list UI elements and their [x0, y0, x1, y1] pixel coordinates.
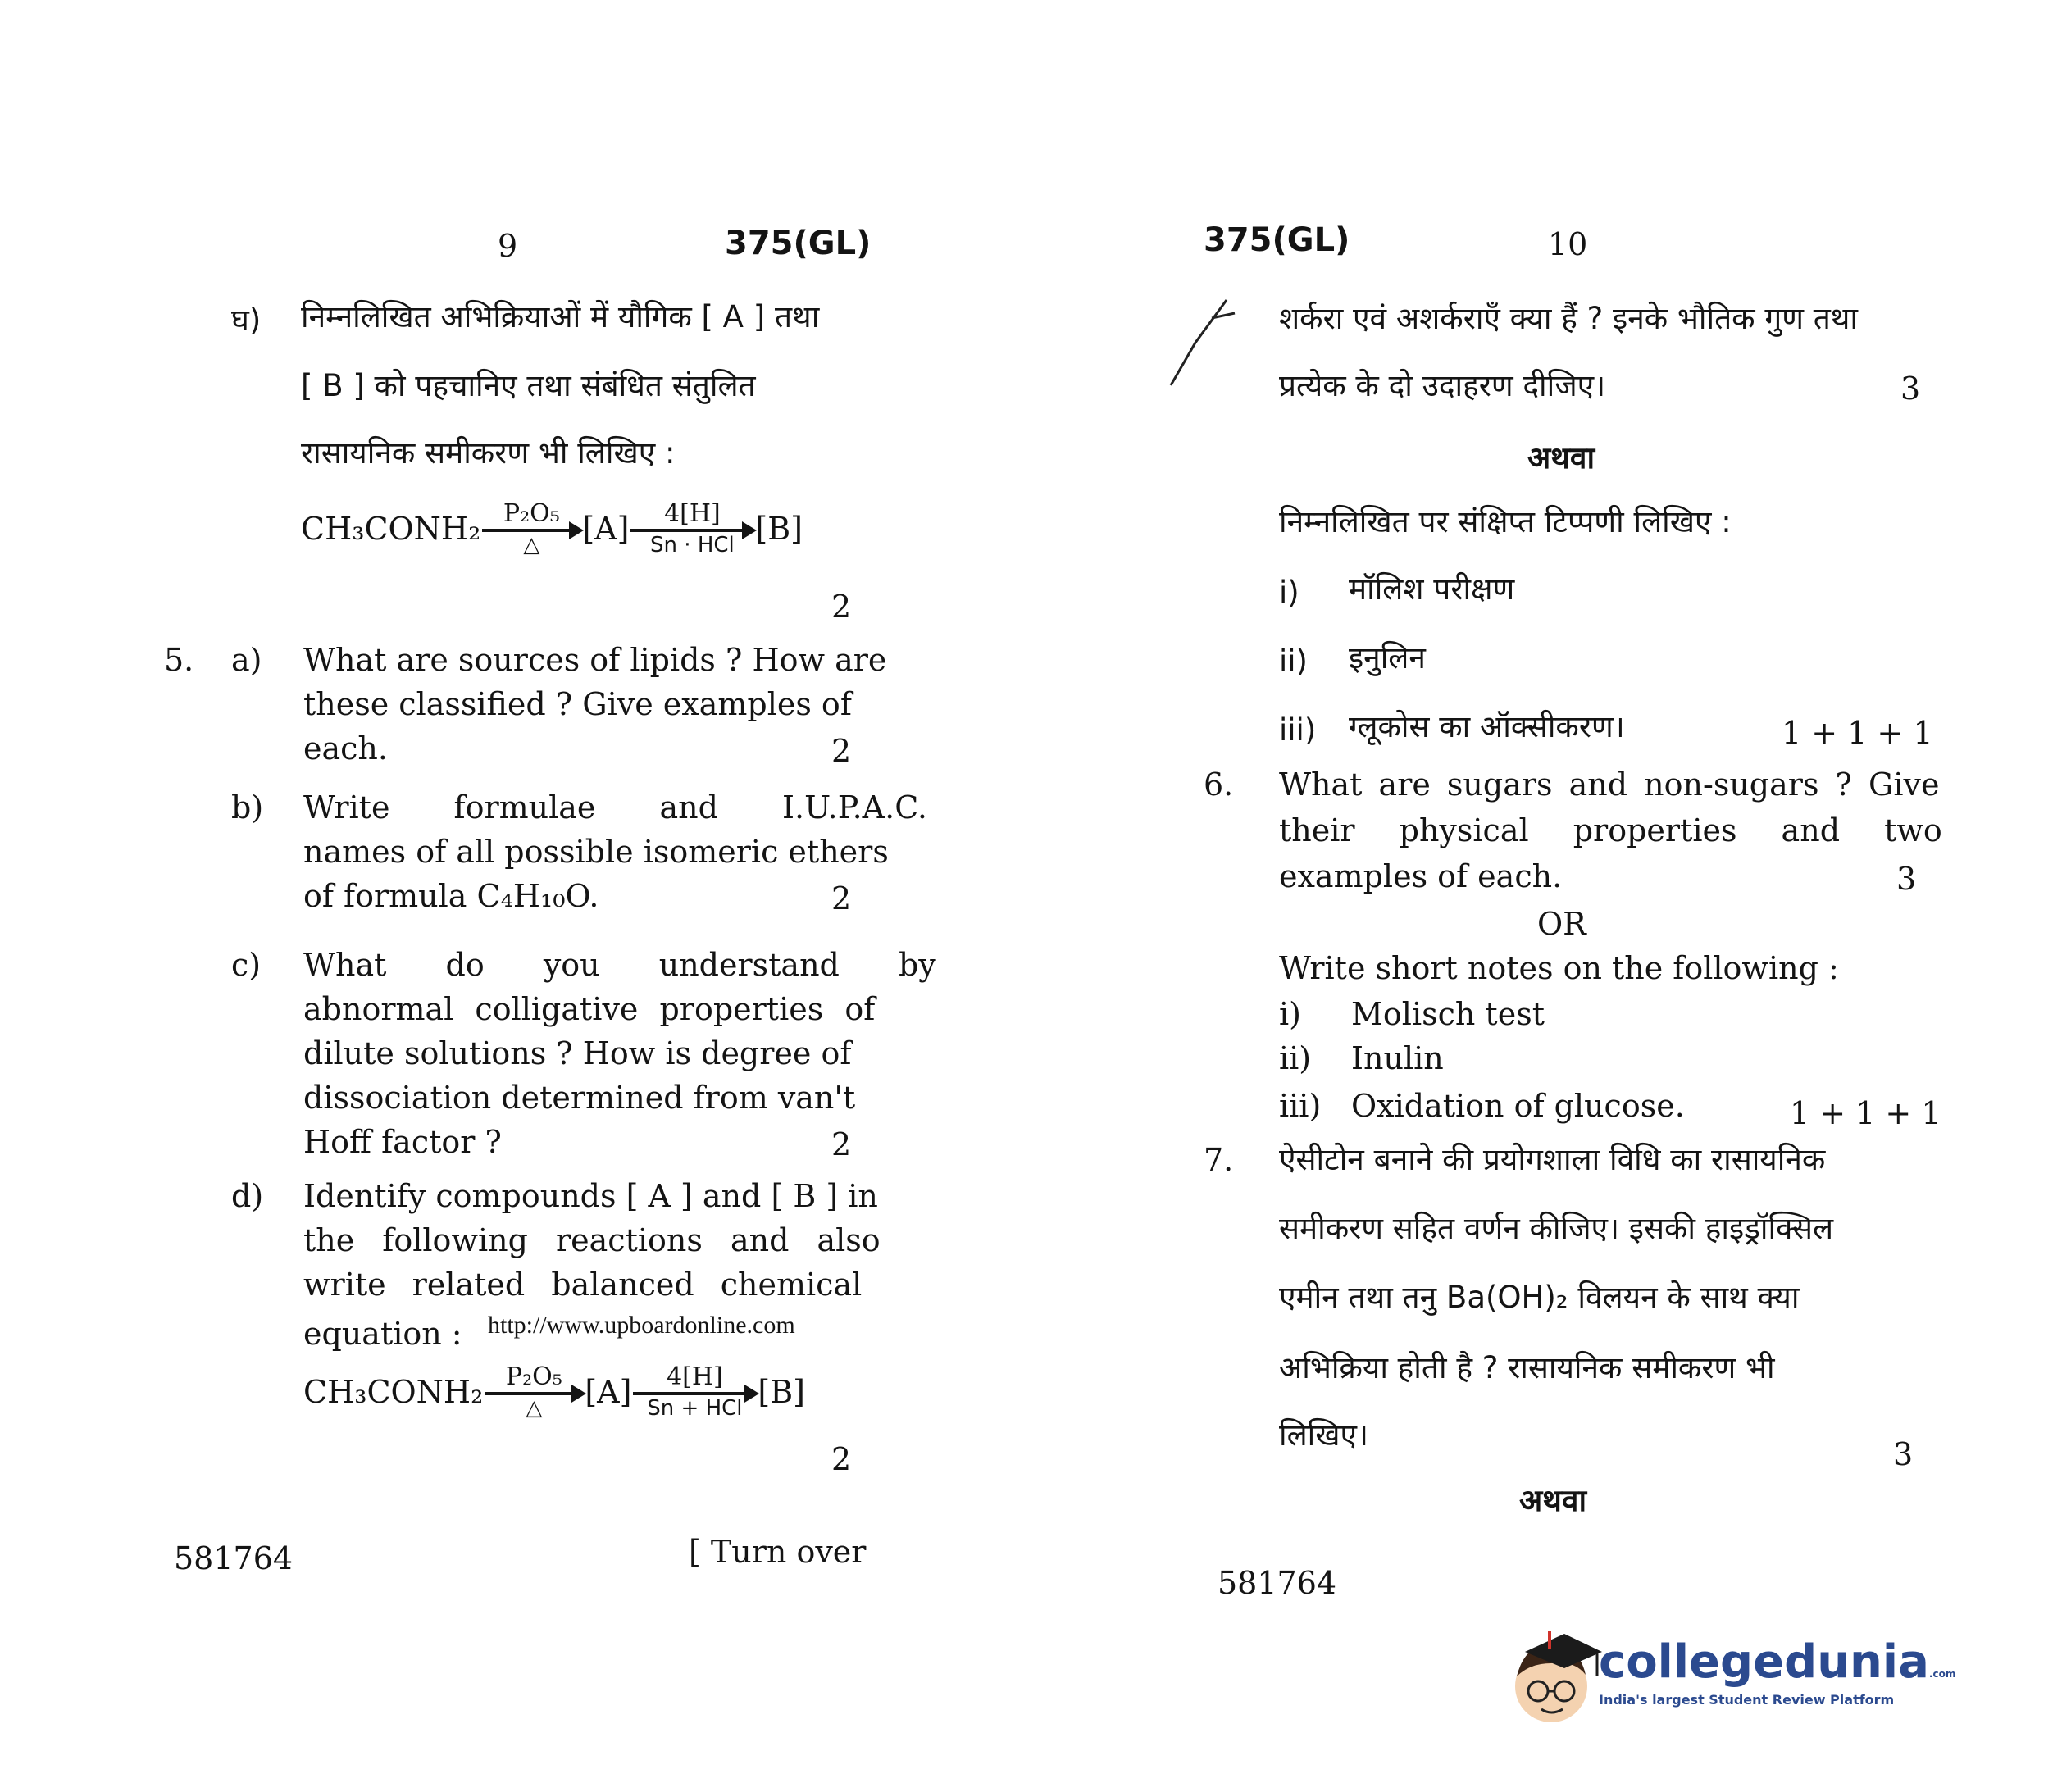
or-separator: अथवा: [1519, 1483, 1587, 1518]
paper-code: 375(GL): [725, 225, 872, 262]
logo-text: [1599, 1635, 1956, 1708]
page-number: 9: [498, 228, 518, 264]
question-text: एमीन तथा तनु Ba(OH)₂ विलयन के साथ क्या: [1279, 1280, 1800, 1315]
question-text: Identify compounds [ A ] and [ B ] in: [303, 1178, 878, 1214]
list-label: i): [1279, 996, 1301, 1032]
list-label: ii): [1279, 644, 1308, 679]
question-number: 6.: [1204, 766, 1234, 803]
logo-wordmark: collegedunia: [1599, 1635, 1929, 1689]
arrow-reagent: P₂O₅: [505, 1362, 562, 1391]
page-number: 10: [1548, 226, 1588, 262]
reaction-arrow: [485, 1362, 583, 1421]
marks: 2: [831, 1441, 852, 1477]
turn-over: [ Turn over: [689, 1534, 867, 1570]
logo-name: [1599, 1635, 1956, 1689]
question-text: निम्नलिखित पर संक्षिप्त टिप्पणी लिखिए :: [1279, 504, 1732, 539]
marks: 2: [831, 733, 852, 769]
arrow-condition: △: [526, 1396, 543, 1421]
serial-number: 581764: [174, 1540, 294, 1576]
question-text: What do you understand by: [303, 947, 936, 983]
chemical-equation: [303, 1362, 805, 1421]
question-text: [ B ] को पहचानिए तथा संबंधित संतुलित: [301, 368, 756, 403]
question-text: the following reactions and also: [303, 1222, 881, 1258]
question-text: names of all possible isomeric ethers: [303, 834, 889, 870]
arrow-reagent: 4[H]: [667, 1362, 723, 1391]
question-text: Write formulae and I.U.P.A.C.: [303, 789, 928, 826]
question-label: a): [231, 642, 262, 678]
paper-code: 375(GL): [1204, 221, 1350, 259]
eq-product: [B]: [758, 1374, 805, 1410]
question-text: ऐसीटोन बनाने की प्रयोगशाला विधि का रासायनिक: [1279, 1142, 1826, 1177]
logo-tagline: India's largest Student Review Platform: [1599, 1692, 1895, 1708]
list-item: Inulin: [1351, 1040, 1444, 1076]
question-text: dissociation determined from van't: [303, 1080, 856, 1116]
list-item: Oxidation of glucose.: [1351, 1088, 1685, 1124]
question-text: dilute solutions ? How is degree of: [303, 1035, 852, 1071]
question-text: abnormal colligative properties of: [303, 991, 876, 1027]
question-label: c): [231, 947, 262, 983]
reaction-arrow: [482, 499, 580, 557]
reaction-arrow: [630, 499, 753, 557]
question-text: शर्करा एवं अशर्कराएँ क्या हैं ? इनके भौतिक गुण तथा: [1279, 301, 1859, 336]
marks: 1 + 1 + 1: [1782, 715, 1933, 751]
question-text: Write short notes on the following :: [1279, 950, 1839, 986]
list-item: Molisch test: [1351, 996, 1545, 1032]
eq-reactant: CH₃CONH₂: [301, 511, 481, 547]
eq-intermediate: [A]: [582, 511, 630, 547]
list-item: इनुलिन: [1349, 640, 1426, 675]
marks: 1 + 1 + 1: [1790, 1095, 1941, 1131]
marks: 3: [1900, 371, 1921, 407]
eq-intermediate: [A]: [585, 1374, 632, 1410]
question-label: d): [231, 1178, 264, 1214]
question-text: रासायनिक समीकरण भी लिखिए :: [301, 435, 676, 471]
marks: 2: [831, 1126, 852, 1162]
question-number: 5.: [164, 642, 194, 678]
question-text: equation :: [303, 1316, 462, 1352]
logo-suffix: .com: [1928, 1668, 1956, 1680]
eq-product: [B]: [755, 511, 803, 547]
arrow-reagent: 4[H]: [664, 499, 721, 528]
question-text: of formula C₄H₁₀O.: [303, 878, 599, 914]
question-number: 7.: [1204, 1142, 1234, 1178]
serial-number: 581764: [1218, 1565, 1337, 1601]
question-text: What are sources of lipids ? How are: [303, 642, 887, 678]
question-label: b): [231, 789, 264, 826]
question-text: these classified ? Give examples of: [303, 686, 852, 722]
question-text: What are sugars and non-sugars ? Give: [1279, 766, 1940, 803]
reaction-arrow: [633, 1362, 756, 1421]
or-separator: OR: [1537, 906, 1586, 942]
marks: 3: [1896, 861, 1917, 897]
list-item: ग्लूकोस का ऑक्सीकरण।: [1349, 709, 1625, 744]
marks: 2: [831, 589, 852, 625]
arrow-condition: Sn + HCl: [647, 1396, 743, 1421]
list-item: मॉलिश परीक्षण: [1349, 571, 1515, 607]
arrow-condition: △: [523, 533, 540, 557]
list-label: iii): [1279, 1088, 1322, 1124]
chemical-equation: [301, 499, 803, 557]
marks: 2: [831, 880, 852, 916]
question-text: each.: [303, 730, 388, 766]
marks: 3: [1893, 1436, 1914, 1472]
or-separator: अथवा: [1527, 440, 1595, 475]
watermark-url: http://www.upboardonline.com: [488, 1312, 795, 1339]
question-text: निम्नलिखित अभिक्रियाओं में यौगिक [ A ] तथा: [301, 299, 820, 334]
question-text: लिखिए।: [1279, 1417, 1369, 1453]
question-label: घ): [231, 302, 262, 338]
eq-reactant: CH₃CONH₂: [303, 1374, 484, 1410]
arrow-reagent: P₂O₅: [503, 499, 560, 528]
list-label: ii): [1279, 1040, 1312, 1076]
list-label: i): [1279, 575, 1299, 610]
question-text: समीकरण सहित वर्णन कीजिए। इसकी हाइड्रॉक्सिल: [1279, 1211, 1834, 1246]
arrow-condition: Sn · HCl: [650, 533, 735, 557]
question-text: अभिक्रिया होती है ? रासायनिक समीकरण भी: [1279, 1350, 1775, 1385]
right-page: [1036, 0, 2071, 1792]
question-text: Hoff factor ?: [303, 1124, 502, 1160]
question-text: write related balanced chemical: [303, 1267, 863, 1303]
list-label: iii): [1279, 712, 1317, 748]
question-text: प्रत्येक के दो उदाहरण दीजिए।: [1279, 368, 1606, 403]
question-text: examples of each.: [1279, 858, 1563, 894]
question-text: their physical properties and two: [1279, 812, 1942, 848]
